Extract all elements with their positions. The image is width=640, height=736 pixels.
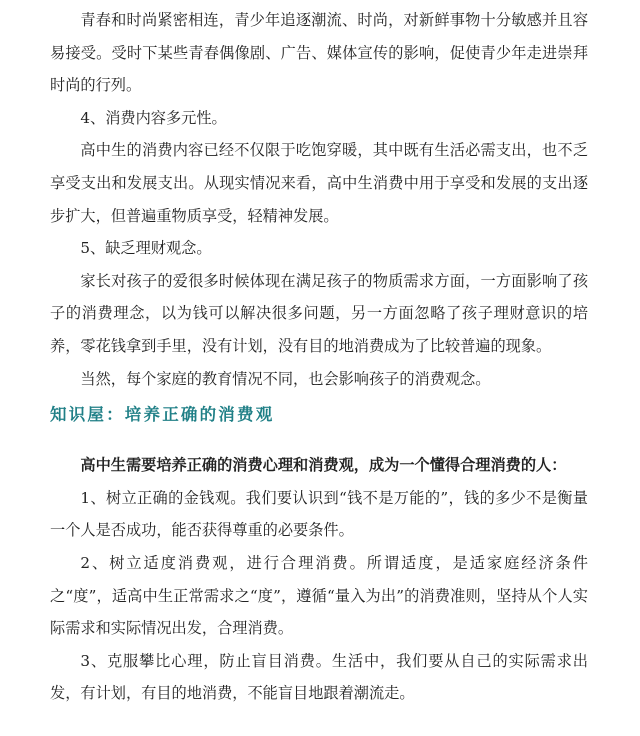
paragraph-family-education: 当然，每个家庭的教育情况不同，也会影响孩子的消费观念。 [80,369,491,388]
document-page [50,4,588,710]
knowledge-point-3: 3、克服攀比心理，防止盲目消费。生活中，我们要从自己的实际需求出发，有计划，有目的地消费，不能盲目地跟着潮流走。 [50,651,588,703]
paragraph-diverse-consumption: 高中生的消费内容已经不仅限于吃饱穿暖，其中既有生活必需支出，也不乏享受支出和发展支出。从现实情况来看，高中生消费中用于享受和发展的支出逐步扩大，但普遍重物质享受，轻精神发展。 [50,141,588,225]
knowledge-lead: 高中生需要培养正确的消费心理和消费观，成为一个懂得合理消费的人： [80,456,567,475]
item-5-heading: 5、缺乏理财观念。 [80,239,212,258]
knowledge-point-2: 2、树立适度消费观，进行合理消费。所谓适度，是适家庭经济条件之“度”，适高中生正常需求之“度”，遵循“量入为出”的消费准则，坚持从个人实际需求和实际情况出发，合理消费。 [50,553,588,638]
paragraph-financial-awareness: 家长对孩子的爱很多时候体现在满足孩子的物质需求方面，一方面影响了孩子的消费理念，以为钱可以解决很多问题，另一方面忽略了孩子理财意识的培养，零花钱拿到手里，没有计划，没有目的地消费成为了比较普遍的现象。 [50,271,588,355]
item-4-heading: 4、消费内容多元性。 [80,108,227,127]
knowledge-point-1: 1、树立正确的金钱观。我们要认识到“钱不是万能的”，钱的多少不是衡量一个人是否成功，能否获得尊重的必要条件。 [50,488,588,540]
knowledge-section-heading: 知识屋：培养正确的消费观 [50,405,275,425]
paragraph-fashion: 青春和时尚紧密相连，青少年追逐潮流、时尚，对新鲜事物十分敏感并且容易接受。受时下某些青春偶像剧、广告、媒体宣传的影响，促使青少年走进崇拜时尚的行列。 [50,11,588,95]
